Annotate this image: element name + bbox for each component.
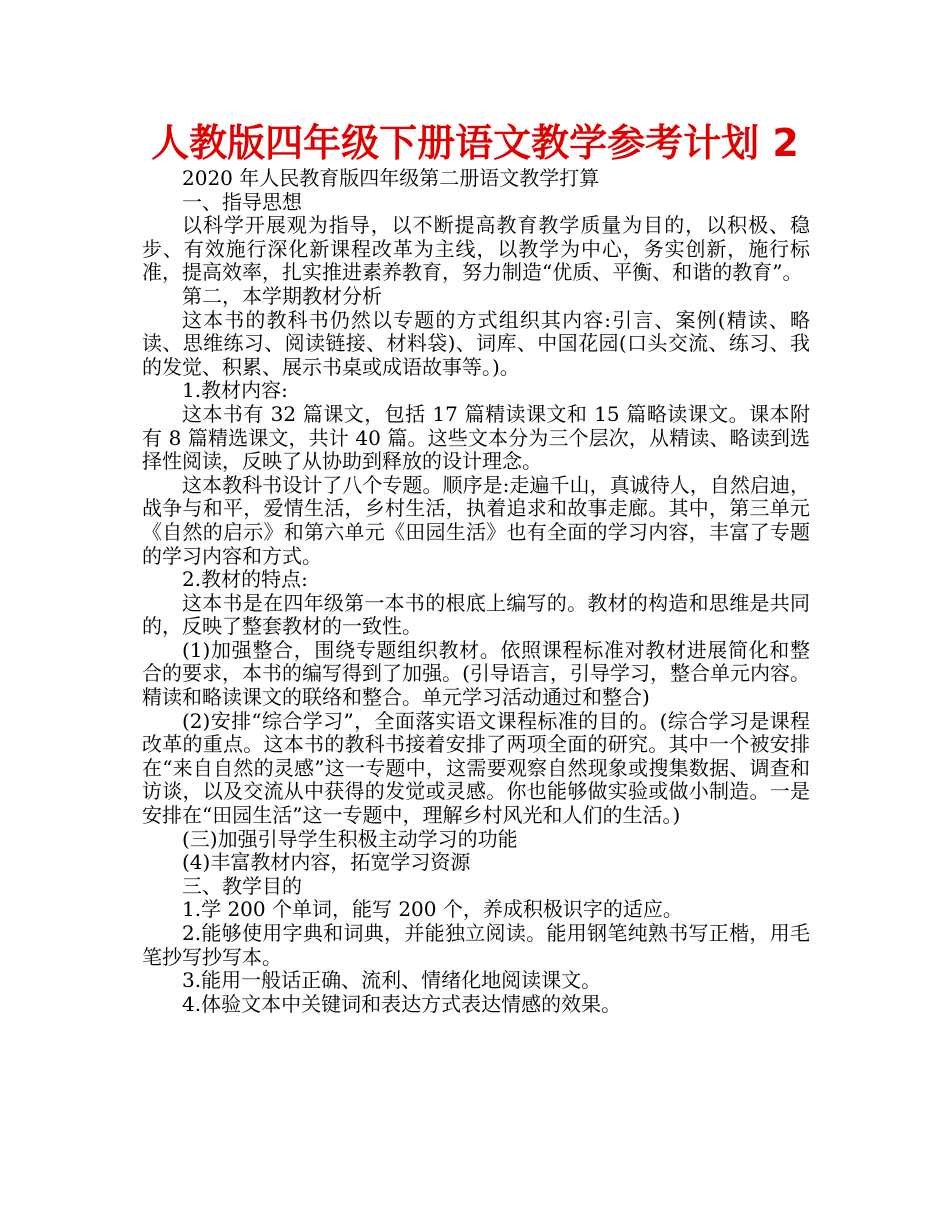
paragraph: (三)加强引导学生积极主动学习的功能 [182,826,518,851]
list-item: 1.学 200 个单词，能写 200 个，养成积极识字的适应。 [182,897,683,922]
paragraph: 2020 年人民教育版四年级第二册语文教学打算 [182,166,600,190]
paragraph: 这本书有 32 篇课文，包括 17 篇精读课文和 15 篇略读课文。课本附有 8 篇精选课文，共计 40 篇。这些文本分为三个层次，从精读、略读到选择性阅读，反映了从协助到释放的设计理念。 [142,401,810,474]
list-item: 4.体验文本中关键词和表达方式表达情感的效果。 [182,991,622,1016]
document-body [142,167,810,1016]
subsection-heading: 1.教材内容: [182,378,288,403]
section-heading: 一、指导思想 [182,189,302,214]
list-item: 2.能够使用字典和词典，并能独立阅读。能用钢笔纯熟书写正楷，用毛笔抄写抄写本。 [142,921,810,969]
paragraph: 这本书是在四年级第一本书的根底上编写的。教材的构造和思维是共同的，反映了整套教材的一致性。 [142,590,810,639]
paragraph: (2)安排“综合学习”，全面落实语文课程标准的目的。(综合学习是课程改革的重点。这本书的教科书接着安排了两项全面的研究。其中一个被安排在“来自自然的灵感”这一专题中，这需要观察自然现象或搜集数据、调查和访谈，以及交流从中获得的发觉或灵感。你也能够做实验或做小制造。一是安排在“田园生活”这一专题中，理解乡村风光和人们的生活。) [142,708,810,828]
section-heading: 第二，本学期教材分析 [182,283,382,308]
paragraph: (1)加强整合，围绕专题组织教材。依照课程标准对教材进展简化和整合的要求，本书的编写得到了加强。(引导语言，引导学习，整合单元内容。精读和略读课文的联络和整合。单元学习活动通过和整合) [142,637,810,710]
subsection-heading: 2.教材的特点: [182,567,308,592]
document-title: 人教版四年级下册语文教学参考计划 2 [151,121,799,165]
paragraph: 以科学开展观为指导，以不断提高教育教学质量为目的，以积极、稳步、有效施行深化新课程改革为主线，以教学为中心，务实创新，施行标准，提高效率，扎实推进素养教育，努力制造“优质、平衡、和谐的教育”。 [142,213,810,285]
section-heading: 三、教学目的 [182,873,302,898]
list-item: 3.能用一般话正确、流利、情绪化地阅读课文。 [182,968,602,993]
paragraph: 这本书的教科书仍然以专题的方式组织其内容:引言、案例(精读、略读、思维练习、阅读链接、材料袋)、词库、中国花园(口头交流、练习、我的发觉、积累、展示书桌或成语故事等。)。 [142,307,810,379]
paragraph: 这本教科书设计了八个专题。顺序是:走遍千山，真诚待人，自然启迪，战争与和平，爱情生活，乡村生活，执着追求和故事走廊。其中，第三单元《自然的启示》和第六单元《田园生活》也有全面的学习内容，丰富了专题的学习内容和方式。 [142,472,810,568]
paragraph: (4)丰富教材内容，拓宽学习资源 [182,850,471,875]
